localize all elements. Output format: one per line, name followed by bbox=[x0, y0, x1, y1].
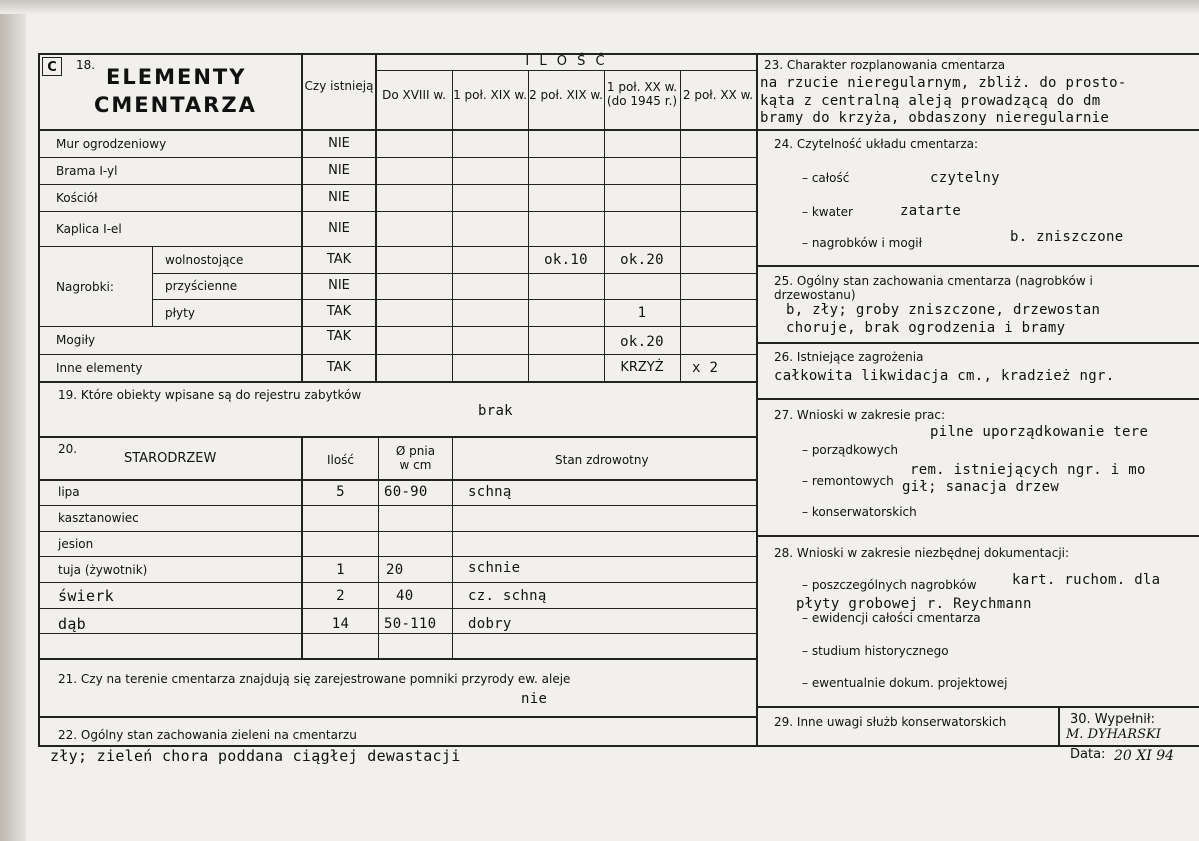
grid-line bbox=[38, 582, 756, 583]
grid-line bbox=[38, 184, 756, 185]
row-label: Mur ogrodzeniowy bbox=[56, 137, 167, 151]
tree-diameter: 60-90 bbox=[384, 484, 428, 500]
field-label: – remontowych bbox=[802, 474, 894, 488]
field-value: czytelny bbox=[930, 170, 1000, 186]
column-divider bbox=[756, 53, 758, 747]
column-header: Stan zdrowotny bbox=[555, 453, 649, 467]
column-header: I L O Ś Ć bbox=[525, 54, 608, 69]
grid-line bbox=[38, 157, 756, 158]
section-label: 27. Wnioski w zakresie prac: bbox=[774, 408, 946, 422]
section-label: 22. Ogólny stan zachowania zieleni na cmentarzu bbox=[58, 728, 357, 742]
column-header: w cm bbox=[399, 458, 432, 472]
row-label: Kaplica I-el bbox=[56, 222, 122, 236]
tree-diameter: 20 bbox=[386, 562, 404, 578]
column-header: Ilość bbox=[326, 453, 355, 467]
tree-health: cz. schną bbox=[468, 588, 547, 604]
tree-count: 1 bbox=[336, 562, 345, 578]
section-label: 24. Czytelność układu cmentarza: bbox=[774, 137, 979, 151]
field-value: płyty grobowej r. Reychmann bbox=[796, 596, 1032, 612]
grid-line bbox=[38, 326, 756, 327]
field-label: – ewentualnie dokum. projektowej bbox=[802, 676, 1008, 690]
tree-name: tuja (żywotnik) bbox=[58, 563, 148, 577]
section-value: całkowita likwidacja cm., kradzież ngr. bbox=[774, 368, 1115, 384]
grid-line bbox=[756, 129, 1199, 131]
section-value: kąta z centralną aleją prowadzącą do dm bbox=[760, 93, 1101, 109]
section-label: 26. Istniejące zagrożenia bbox=[774, 350, 924, 364]
column-header: Ø pnia bbox=[395, 444, 436, 458]
section-value: nie bbox=[521, 691, 548, 707]
row-label: przyścienne bbox=[165, 279, 238, 293]
section-title: ELEMENTY bbox=[106, 65, 247, 89]
section-number: 20. bbox=[58, 442, 78, 456]
column-header: Do XVIII w. bbox=[382, 88, 446, 102]
grid-line bbox=[680, 70, 681, 381]
field-value: gił; sanacja drzew bbox=[902, 479, 1060, 495]
grid-line bbox=[452, 70, 453, 381]
row-value: NIE bbox=[328, 278, 350, 293]
tree-name: lipa bbox=[58, 485, 80, 499]
grid-line bbox=[756, 535, 1199, 537]
section-label: 19. Które obiekty wpisane są do rejestru zabytków bbox=[58, 388, 362, 402]
row-label: Kościół bbox=[56, 191, 98, 205]
field-value: rem. istniejących ngr. i mo bbox=[910, 462, 1146, 478]
section-label: 21. Czy na terenie cmentarza znajdują się zarejestrowane pomniki przyrody ew. aleje bbox=[58, 672, 571, 686]
section-label: 29. Inne uwagi służb konserwatorskich bbox=[774, 715, 1007, 729]
grid-line bbox=[152, 246, 153, 326]
tree-name: jesion bbox=[58, 537, 94, 551]
grid-line bbox=[152, 273, 756, 274]
tree-diameter: 40 bbox=[396, 588, 414, 604]
field-value: pilne uporządkowanie tere bbox=[930, 424, 1149, 440]
tree-diameter: 50-110 bbox=[384, 616, 437, 632]
row-label: Mogiły bbox=[56, 333, 96, 347]
row-value: KRZYŻ bbox=[620, 360, 664, 375]
section-label: 23. Charakter rozplanowania cmentarza bbox=[764, 58, 1006, 72]
section-box-c: C bbox=[42, 57, 62, 76]
column-header: 2 poł. XIX w. bbox=[529, 88, 603, 102]
section-label: 25. Ogólny stan zachowania cmentarza (nagrobków i drzewostanu) bbox=[774, 274, 1093, 302]
row-label: Nagrobki: bbox=[56, 280, 114, 294]
tree-name: świerk bbox=[58, 587, 114, 605]
grid-line bbox=[301, 53, 303, 381]
tree-count: 5 bbox=[336, 484, 345, 500]
field-label: – studium historycznego bbox=[802, 644, 949, 658]
grid-line bbox=[38, 658, 756, 660]
field-label: – nagrobków i mogił bbox=[802, 236, 923, 250]
section-value: na rzucie nieregularnym, zbliż. do prosto- bbox=[760, 75, 1127, 91]
row-value: TAK bbox=[326, 329, 352, 344]
row-value: NIE bbox=[328, 163, 350, 178]
grid-line bbox=[756, 706, 1199, 708]
tree-name: kasztanowiec bbox=[58, 511, 139, 525]
tree-health: dobry bbox=[468, 616, 512, 632]
grid-line bbox=[38, 633, 756, 634]
row-value: ok.10 bbox=[544, 252, 588, 268]
row-value: ok.20 bbox=[620, 334, 664, 350]
field-label: – ewidencji całości cmentarza bbox=[802, 611, 981, 625]
grid-line bbox=[38, 531, 756, 532]
grid-line bbox=[756, 342, 1199, 344]
section-value: bramy do krzyża, obdaszony nieregularnie bbox=[760, 110, 1110, 126]
row-value: ok.20 bbox=[620, 252, 664, 268]
grid-line bbox=[38, 211, 756, 212]
date-label: Data: bbox=[1070, 747, 1106, 762]
tree-count: 14 bbox=[331, 616, 350, 632]
row-value: TAK bbox=[326, 252, 352, 267]
section-label: 28. Wnioski w zakresie niezbędnej dokumentacji: bbox=[774, 546, 1070, 560]
grid-line bbox=[375, 70, 756, 71]
grid-line bbox=[38, 129, 756, 131]
grid-line bbox=[38, 246, 756, 247]
grid-line bbox=[38, 354, 756, 355]
section-title: CMENTARZA bbox=[94, 93, 257, 117]
row-value: x 2 bbox=[692, 360, 719, 376]
row-value: 1 bbox=[637, 305, 647, 321]
filled-by-name: M. DYHARSKI bbox=[1066, 727, 1161, 742]
row-value: NIE bbox=[328, 136, 350, 151]
row-value: NIE bbox=[328, 221, 350, 236]
date-value: 20 XI 94 bbox=[1114, 748, 1175, 764]
section-value: b, zły; groby zniszczone, drzewostan bbox=[786, 302, 1101, 318]
field-label: – kwater bbox=[802, 205, 853, 219]
tree-name: dąb bbox=[58, 615, 86, 633]
row-label: Inne elementy bbox=[56, 361, 143, 375]
section-value: brak bbox=[478, 403, 513, 419]
grid-line bbox=[528, 70, 529, 381]
table-title: STARODRZEW bbox=[124, 451, 217, 466]
grid-line bbox=[38, 505, 756, 506]
field-label: – porządkowych bbox=[802, 443, 898, 457]
column-header: 1 poł. XIX w. bbox=[453, 88, 527, 102]
section-label: 30. Wypełnił: bbox=[1070, 712, 1155, 727]
field-value: zatarte bbox=[900, 203, 962, 219]
row-value: NIE bbox=[328, 190, 350, 205]
section-value: zły; zieleń chora poddana ciągłej dewastacji bbox=[50, 747, 461, 765]
field-label: – konserwatorskich bbox=[802, 505, 917, 519]
grid-line bbox=[38, 381, 756, 383]
grid-line bbox=[38, 716, 756, 718]
field-label: – całość bbox=[802, 171, 850, 185]
grid-line bbox=[38, 556, 756, 557]
field-value: b. zniszczone bbox=[1010, 229, 1124, 245]
row-label: Brama I-yl bbox=[56, 164, 118, 178]
grid-line bbox=[38, 608, 756, 609]
row-label: wolnostojące bbox=[165, 253, 244, 267]
grid-line bbox=[756, 265, 1199, 267]
grid-line bbox=[38, 436, 756, 438]
grid-line bbox=[452, 436, 453, 658]
grid-line bbox=[375, 53, 377, 381]
column-header: Czy istnieją bbox=[304, 79, 374, 93]
section-value: choruje, brak ogrodzenia i bramy bbox=[786, 320, 1066, 336]
grid-line bbox=[38, 479, 756, 481]
field-value: kart. ruchom. dla bbox=[1012, 572, 1161, 588]
grid-line bbox=[756, 398, 1199, 400]
tree-count: 2 bbox=[336, 588, 345, 604]
field-label: – poszczególnych nagrobków bbox=[802, 578, 977, 592]
column-header: 2 poł. XX w. bbox=[682, 88, 754, 102]
row-value: TAK bbox=[326, 360, 352, 375]
row-label: płyty bbox=[165, 306, 195, 320]
tree-health: schną bbox=[468, 484, 512, 500]
column-header: 1 poł. XX w. (do 1945 r.) bbox=[606, 80, 678, 108]
row-value: TAK bbox=[326, 304, 352, 319]
grid-line bbox=[152, 299, 756, 300]
section-number: 18. bbox=[76, 58, 96, 72]
grid-line bbox=[1058, 706, 1060, 747]
tree-health: schnie bbox=[468, 560, 521, 576]
